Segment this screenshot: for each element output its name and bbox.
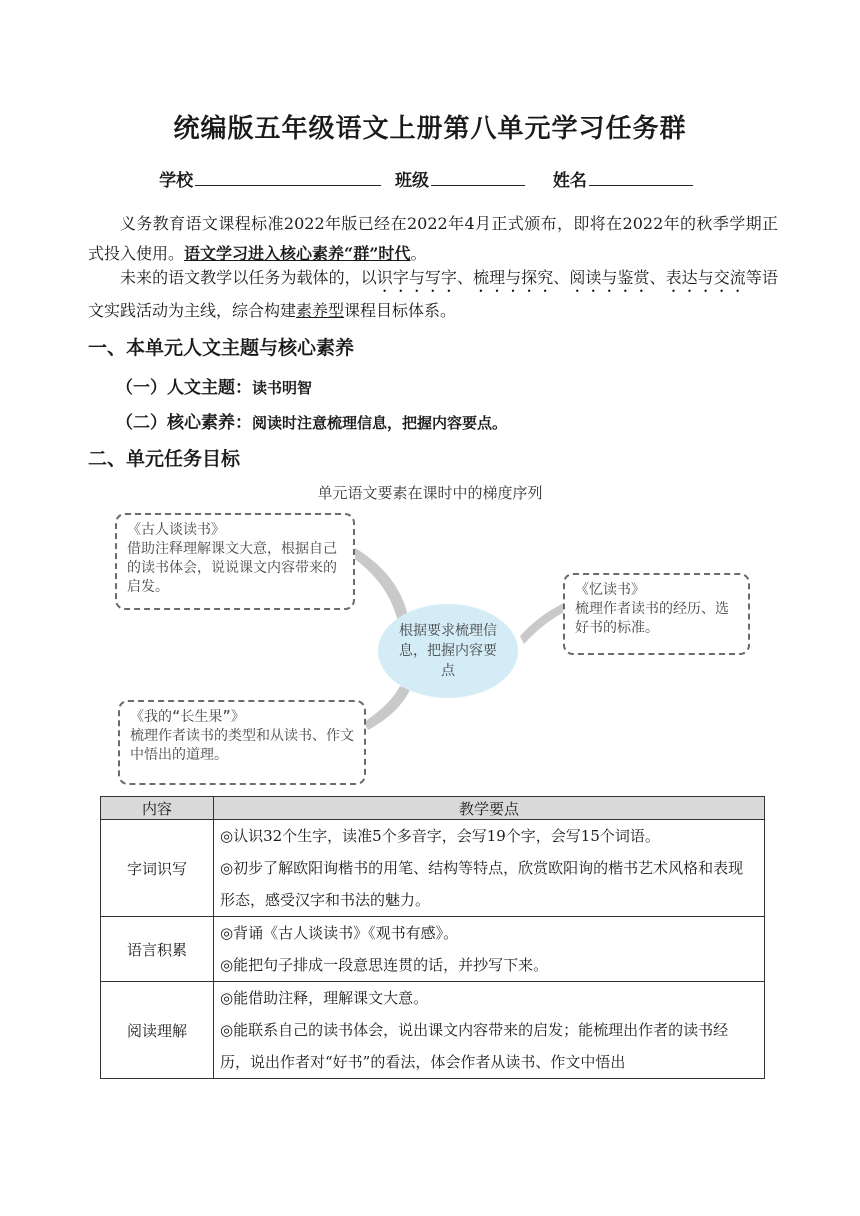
humanities-theme-label: （一）人文主题： <box>116 378 252 398</box>
card1-title: 《古人谈读书》 <box>127 522 225 538</box>
row-points <box>214 982 765 1079</box>
intro-p2-sep2: 、 <box>553 268 570 287</box>
point-item: ◎能联系自己的读书体会，说出课文内容带来的启发；能梳理出作者的读书经历，说出作者对“好书”的看法，体会作者从读书、作文中悟出 <box>220 1021 729 1071</box>
row-category: 阅读理解 <box>101 982 214 1079</box>
center-goal-bubble: 根据要求梳理信息，把握内容要点 <box>378 604 518 698</box>
point-item: ◎能借助注释，理解课文大意。 <box>220 989 429 1007</box>
header-content: 内容 <box>101 797 214 820</box>
humanities-theme-value: 读书明智 <box>252 379 313 397</box>
point-item: ◎能把句子排成一段意思连贯的话，并抄写下来。 <box>220 956 549 974</box>
table-row <box>101 917 765 982</box>
header-points: 教学要点 <box>214 797 765 820</box>
card3-title: 《我的“长生果”》 <box>130 709 245 725</box>
core-literacy-label: （二）核心素养： <box>116 413 252 433</box>
intro-p2-dotted-4: 表达与交流 <box>665 268 746 287</box>
table-row <box>101 820 765 917</box>
section-1-heading: 一、本单元人文主题与核心素养 <box>88 337 355 359</box>
row-points <box>214 917 765 982</box>
intro-p2-sep1: 、 <box>456 268 474 287</box>
point-item: ◎认识32个生字，读准5个多音字，会写19个字，会写15个词语。 <box>220 827 660 845</box>
document-title: 统编版五年级语文上册第八单元学习任务群 <box>173 114 687 144</box>
intro-p2-c: 课程目标体系。 <box>344 301 457 320</box>
branch-to-card3 <box>364 686 410 730</box>
name-label: 姓名 <box>552 171 587 191</box>
branch-to-card2 <box>520 602 568 644</box>
card3-text: 梳理作者读书的类型和从读书、作文中悟出的道理。 <box>130 728 354 763</box>
intro-p2-dotted-1: 识字与写字 <box>376 268 457 287</box>
table-header-row <box>101 797 765 820</box>
intro-p2-dotted-3: 阅读与鉴赏 <box>569 268 650 287</box>
row-category: 语言积累 <box>101 917 214 982</box>
intro-p1-emphasis: 语文学习进入核心素养“群”时代 <box>184 244 411 263</box>
section-2-heading: 二、单元任务目标 <box>88 448 241 470</box>
point-item: ◎初步了解欧阳询楷书的用笔、结构等特点，欣赏欧阳询的楷书艺术风格和表现形态，感受汉字和书法的魅力。 <box>220 859 744 909</box>
intro-p1-end: 。 <box>410 244 427 263</box>
card-changshengguo <box>118 700 366 785</box>
intro-p2-b: 等语文实践活动为主线，综合构建 <box>88 268 778 320</box>
card2-text: 梳理作者读书的经历、选好书的标准。 <box>575 601 729 636</box>
school-label: 学校 <box>159 171 194 191</box>
card-gurentan-dushu <box>115 513 355 610</box>
intro-p1-text: 义务教育语文课程标准2022年版已经在2022年4月正式颁布，即将在2022年的秋季学期正式投入使用。 <box>88 214 778 263</box>
intro-p2-underlined: 素养型 <box>296 301 345 320</box>
point-item: ◎背诵《古人谈读书》《观书有感》。 <box>220 924 459 942</box>
card-yi-dushu <box>563 573 750 655</box>
intro-p2-sep3: 、 <box>649 268 666 287</box>
card2-title: 《忆读书》 <box>575 582 645 598</box>
intro-p2-dotted-2: 梳理与探究 <box>473 268 554 287</box>
branch-to-card1 <box>346 545 408 622</box>
row-category: 字词识写 <box>101 820 214 917</box>
row-points <box>214 820 765 917</box>
intro-p2-a: 未来的语文教学以任务为载体的，以 <box>120 268 377 287</box>
card1-text: 借助注释理解课文大意，根据自己的读书体会，说说课文内容带来的启发。 <box>127 541 337 595</box>
teaching-points-table <box>100 796 765 1079</box>
table-row <box>101 982 765 1079</box>
class-label: 班级 <box>395 171 430 191</box>
diagram-caption: 单元语文要素在课时中的梯度序列 <box>317 484 543 502</box>
core-literacy-value: 阅读时注意梳理信息，把握内容要点。 <box>252 414 508 432</box>
